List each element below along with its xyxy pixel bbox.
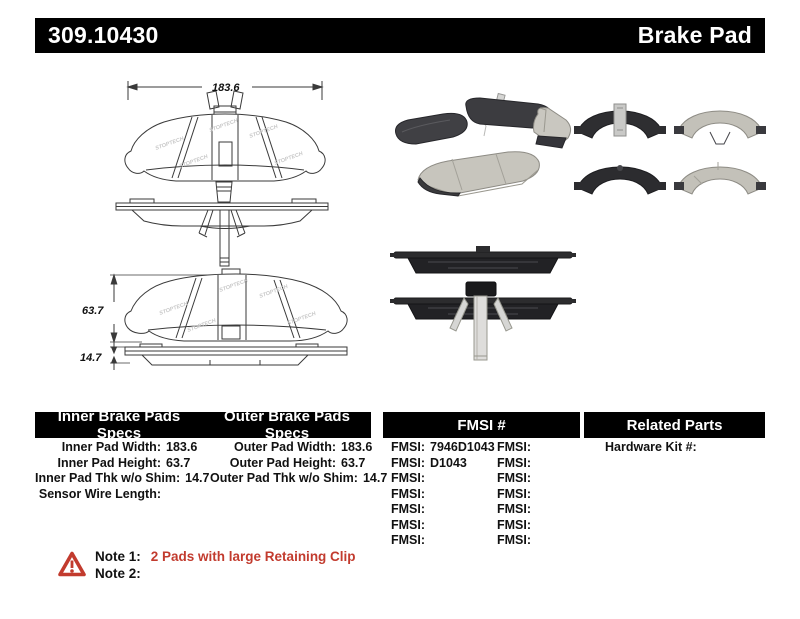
fmsi-row — [391, 533, 493, 549]
part-number: 309.10430 — [48, 22, 159, 48]
fmsi-row — [391, 487, 493, 503]
svg-text:STOPTECH: STOPTECH — [218, 278, 249, 294]
fmsi-header-bar — [383, 412, 580, 438]
spec-label: Inner Pad Height: — [57, 455, 161, 470]
spec-row — [210, 440, 382, 456]
fmsi-label: FMSI: — [497, 502, 532, 516]
svg-text:STOPTECH: STOPTECH — [154, 136, 185, 152]
fmsi-label: FMSI: — [497, 471, 532, 485]
fmsi-label: FMSI: — [497, 533, 532, 547]
svg-text:STOPTECH: STOPTECH — [186, 318, 217, 334]
fmsi-row — [497, 487, 577, 503]
svg-text:STOPTECH: STOPTECH — [178, 154, 209, 170]
note-1 — [95, 549, 356, 566]
brake-pads-photo-angled — [388, 92, 578, 204]
related-row — [605, 440, 763, 456]
spec-value: 63.7 — [166, 455, 191, 470]
pad-front-view-drawing — [125, 81, 325, 181]
spec-value: 14.7 — [362, 471, 388, 485]
fmsi-label: FMSI: — [497, 517, 532, 532]
fmsi-row — [497, 440, 577, 456]
related-parts-column — [605, 440, 763, 456]
warning-triangle-icon — [57, 550, 87, 578]
spec-row — [35, 440, 207, 456]
spec-value: 183.6 — [341, 440, 373, 454]
pad-edge-view-drawing — [110, 340, 347, 370]
related-parts-header-bar — [584, 412, 765, 438]
fmsi-label: FMSI: — [497, 455, 532, 470]
related-label: Hardware Kit #: — [605, 440, 697, 454]
fmsi-label: FMSI: — [391, 502, 426, 516]
spec-label: Outer Pad Width: — [234, 440, 336, 454]
fmsi-row — [497, 518, 577, 534]
fmsi-label: FMSI: — [391, 440, 426, 454]
svg-text:STOPTECH: STOPTECH — [258, 284, 289, 300]
pad-top-view-drawing — [116, 182, 328, 266]
fmsi-label: FMSI: — [391, 533, 426, 547]
inner-specs-header: Inner Brake Pads Specs — [57, 408, 181, 442]
spec-row — [35, 487, 207, 503]
spec-row — [210, 471, 388, 487]
brake-pads-photo-edge — [388, 238, 578, 368]
fmsi-value: 7946D1043 — [430, 440, 495, 454]
fmsi-row — [391, 456, 493, 472]
note2-label: Note 2: — [95, 565, 141, 581]
spec-row — [210, 456, 382, 472]
fmsi-row — [497, 502, 577, 518]
fmsi-column-1 — [391, 440, 493, 549]
fmsi-row — [391, 471, 493, 487]
spec-row — [35, 471, 210, 487]
note1-text: 2 Pads with large Retaining Clip — [150, 549, 356, 564]
note-2 — [95, 566, 356, 583]
spec-label: Sensor Wire Length: — [38, 486, 161, 501]
svg-text:STOPTECH: STOPTECH — [208, 118, 239, 134]
fmsi-label: FMSI: — [497, 440, 532, 454]
outer-specs-column — [210, 440, 388, 487]
inner-specs-column — [35, 440, 210, 502]
spec-value: 63.7 — [341, 455, 366, 470]
product-title: Brake Pad — [637, 22, 752, 48]
width-dimension-label: 183.6 — [212, 82, 240, 94]
related-parts-header: Related Parts — [626, 416, 723, 434]
fmsi-label: FMSI: — [497, 486, 532, 501]
fmsi-row — [497, 471, 577, 487]
header-bar — [35, 18, 765, 53]
spec-value: 14.7 — [185, 471, 210, 485]
spec-label: Inner Pad Thk w/o Shim: — [35, 471, 181, 485]
spec-label: Outer Pad Thk w/o Shim: — [210, 471, 358, 485]
fmsi-row — [391, 518, 493, 534]
fmsi-label: FMSI: — [391, 517, 426, 532]
fmsi-label: FMSI: — [391, 471, 426, 485]
fmsi-header: FMSI # — [457, 416, 506, 434]
notes-section — [95, 549, 356, 582]
note1-label: Note 1: — [95, 549, 141, 564]
fmsi-row — [497, 533, 577, 549]
outer-specs-header: Outer Brake Pads Specs — [224, 408, 350, 442]
spec-label: Inner Pad Width: — [61, 440, 161, 454]
spec-row — [35, 456, 207, 472]
fmsi-row — [497, 456, 577, 472]
fmsi-row — [391, 502, 493, 518]
svg-text:STOPTECH: STOPTECH — [273, 151, 304, 167]
technical-drawing — [60, 70, 380, 380]
fmsi-value: D1043 — [430, 455, 467, 470]
fmsi-label: FMSI: — [391, 486, 426, 501]
fmsi-row — [391, 440, 493, 456]
fmsi-label: FMSI: — [391, 455, 426, 470]
brake-pads-photo-grid — [572, 92, 772, 204]
fmsi-column-2 — [497, 440, 577, 549]
svg-text:STOPTECH: STOPTECH — [158, 301, 189, 317]
pad-front-view-height-drawing — [110, 269, 347, 342]
svg-text:STOPTECH: STOPTECH — [248, 124, 279, 140]
thickness-dimension-label: 14.7 — [80, 352, 102, 364]
spec-label: Outer Pad Height: — [229, 455, 336, 470]
spec-value: 183.6 — [166, 440, 198, 454]
height-dimension-label: 63.7 — [82, 305, 104, 317]
specs-header-bar — [35, 408, 371, 442]
svg-text:STOPTECH: STOPTECH — [286, 311, 317, 327]
